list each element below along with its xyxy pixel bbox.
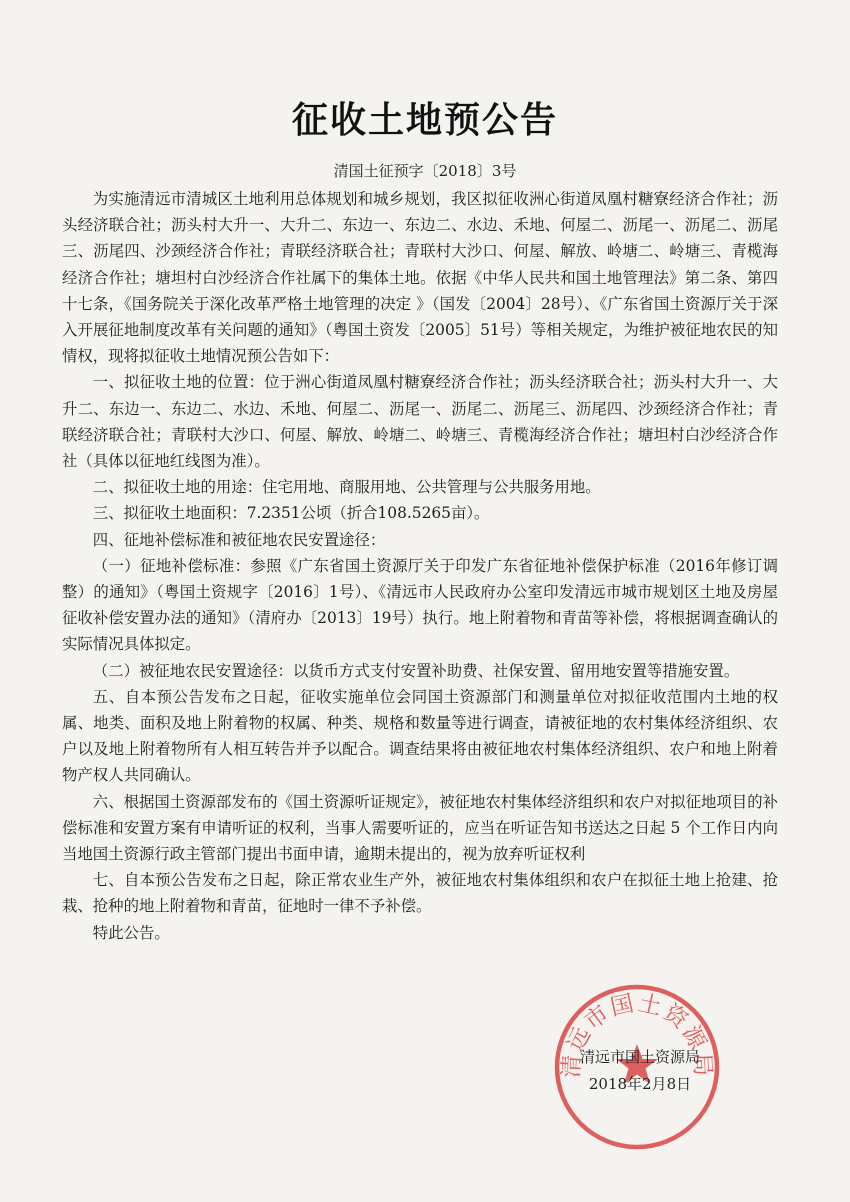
document-number: 清国土征预字〔2018〕3号	[333, 162, 517, 180]
paragraph-closing: 特此公告。	[92, 923, 170, 942]
paragraph-survey: 五、自本预公告发布之日起，征收实施单位会同国土资源部门和测量单位对拟征收范围内土地的权属、地类、面积及地上附着物的权属、种类、规格和数量等进行调查，请被征地的农村集体经济组织、农户以及地上附着物所有人相互转告并予以配合。调查结果将由被征地农村集体经济组织、农户和地上附着物产权人共同确认。	[62, 687, 778, 785]
notice-body	[62, 186, 778, 946]
paragraph-intro: 为实施清远市清城区土地利用总体规划和城乡规划，我区拟征收洲心街道凤凰村糖寮经济合作社；沥头经济联合社；沥头村大升一、大升二、东边一、东边二、水边、禾地、何屋二、沥尾一、沥尾二、沥尾三、沥尾四、沙颈经济合作社；青联经济联合社；青联村大沙口、何屋、解放、岭塘二、岭塘三、青榄海经济合作社；塘坦村白沙经济合作社属下的集体土地。依据《中华人民共和国土地管理法》第二条、第四十七条，《国务院关于深化改革严格土地管理的决定 》（国发〔2004〕28号）、《广东省国土资源厅关于深入开展征地制度改革有关问题的通知》（粤国土资发〔2005〕51号）等相关规定，为维护被征地农民的知情权，现将拟征收土地情况预公告如下：	[62, 190, 778, 366]
paragraph-usage: 二、拟征收土地的用途：住宅用地、商服用地、公共管理与公共服务用地。	[92, 478, 601, 497]
paragraph-compensation-heading: 四、征地补偿标准和被征地农民安置途径：	[92, 530, 386, 549]
page-title: 征收土地预公告	[291, 100, 558, 141]
signature-organization: 清远市国土资源局	[579, 1048, 700, 1066]
signature-date: 2018年2月8日	[588, 1075, 692, 1093]
official-seal	[552, 982, 722, 1152]
paragraph-no-compensation: 七、自本预公告发布之日起，除正常农业生产外，被征地农村集体组织和农户在拟征土地上抢建、抢栽、抢种的地上附着物和青苗，征地时一律不予补偿。	[62, 871, 778, 916]
paragraph-resettlement: （二）被征地农民安置途径：以货币方式支付安置补助费、社保安置、留用地安置等措施安置。	[92, 661, 740, 680]
paragraph-hearing: 六、根据国土资源部发布的《国土资源听证规定》，被征地农村集体经济组织和农户对拟征地项目的补偿标准和安置方案有申请听证的权利，当事人需要听证的，应当在听证告知书送达之日起 5 个工作日内向当地国土资源行政主管部门提出书面申请，逾期未提出的，视为放弃听证权利	[62, 792, 778, 864]
svg-text:清远市国土资源局: 清远市国土资源局	[558, 990, 716, 1079]
paragraph-compensation-standard: （一）征地补偿标准：参照《广东省国土资源厅关于印发广东省征地补偿保护标准（2016年修订调整）的通知》（粤国土资规字〔2016〕1号）、《清远市人民政府办公室印发清远市城市规划区土地及房屋征收补偿安置办法的通知》（清府办〔2013〕19号）执行。地上附着物和青苗等补偿，将根据调查确认的实际情况具体拟定。	[62, 556, 778, 654]
paragraph-location: 一、拟征收土地的位置：位于洲心街道凤凰村糖寮经济合作社；沥头经济联合社；沥头村大升一、大升二、东边一、东边二、水边、禾地、何屋二、沥尾一、沥尾二、沥尾三、沥尾四、沙颈经济合作社；青联经济联合社；青联村大沙口、何屋、解放、岭塘二、岭塘三、青榄海经济合作社；塘坦村白沙经济合作社（具体以征地红线图为准）。	[62, 373, 778, 471]
paragraph-area: 三、拟征收土地面积：7.2351公顷（折合108.5265亩）。	[92, 504, 490, 523]
